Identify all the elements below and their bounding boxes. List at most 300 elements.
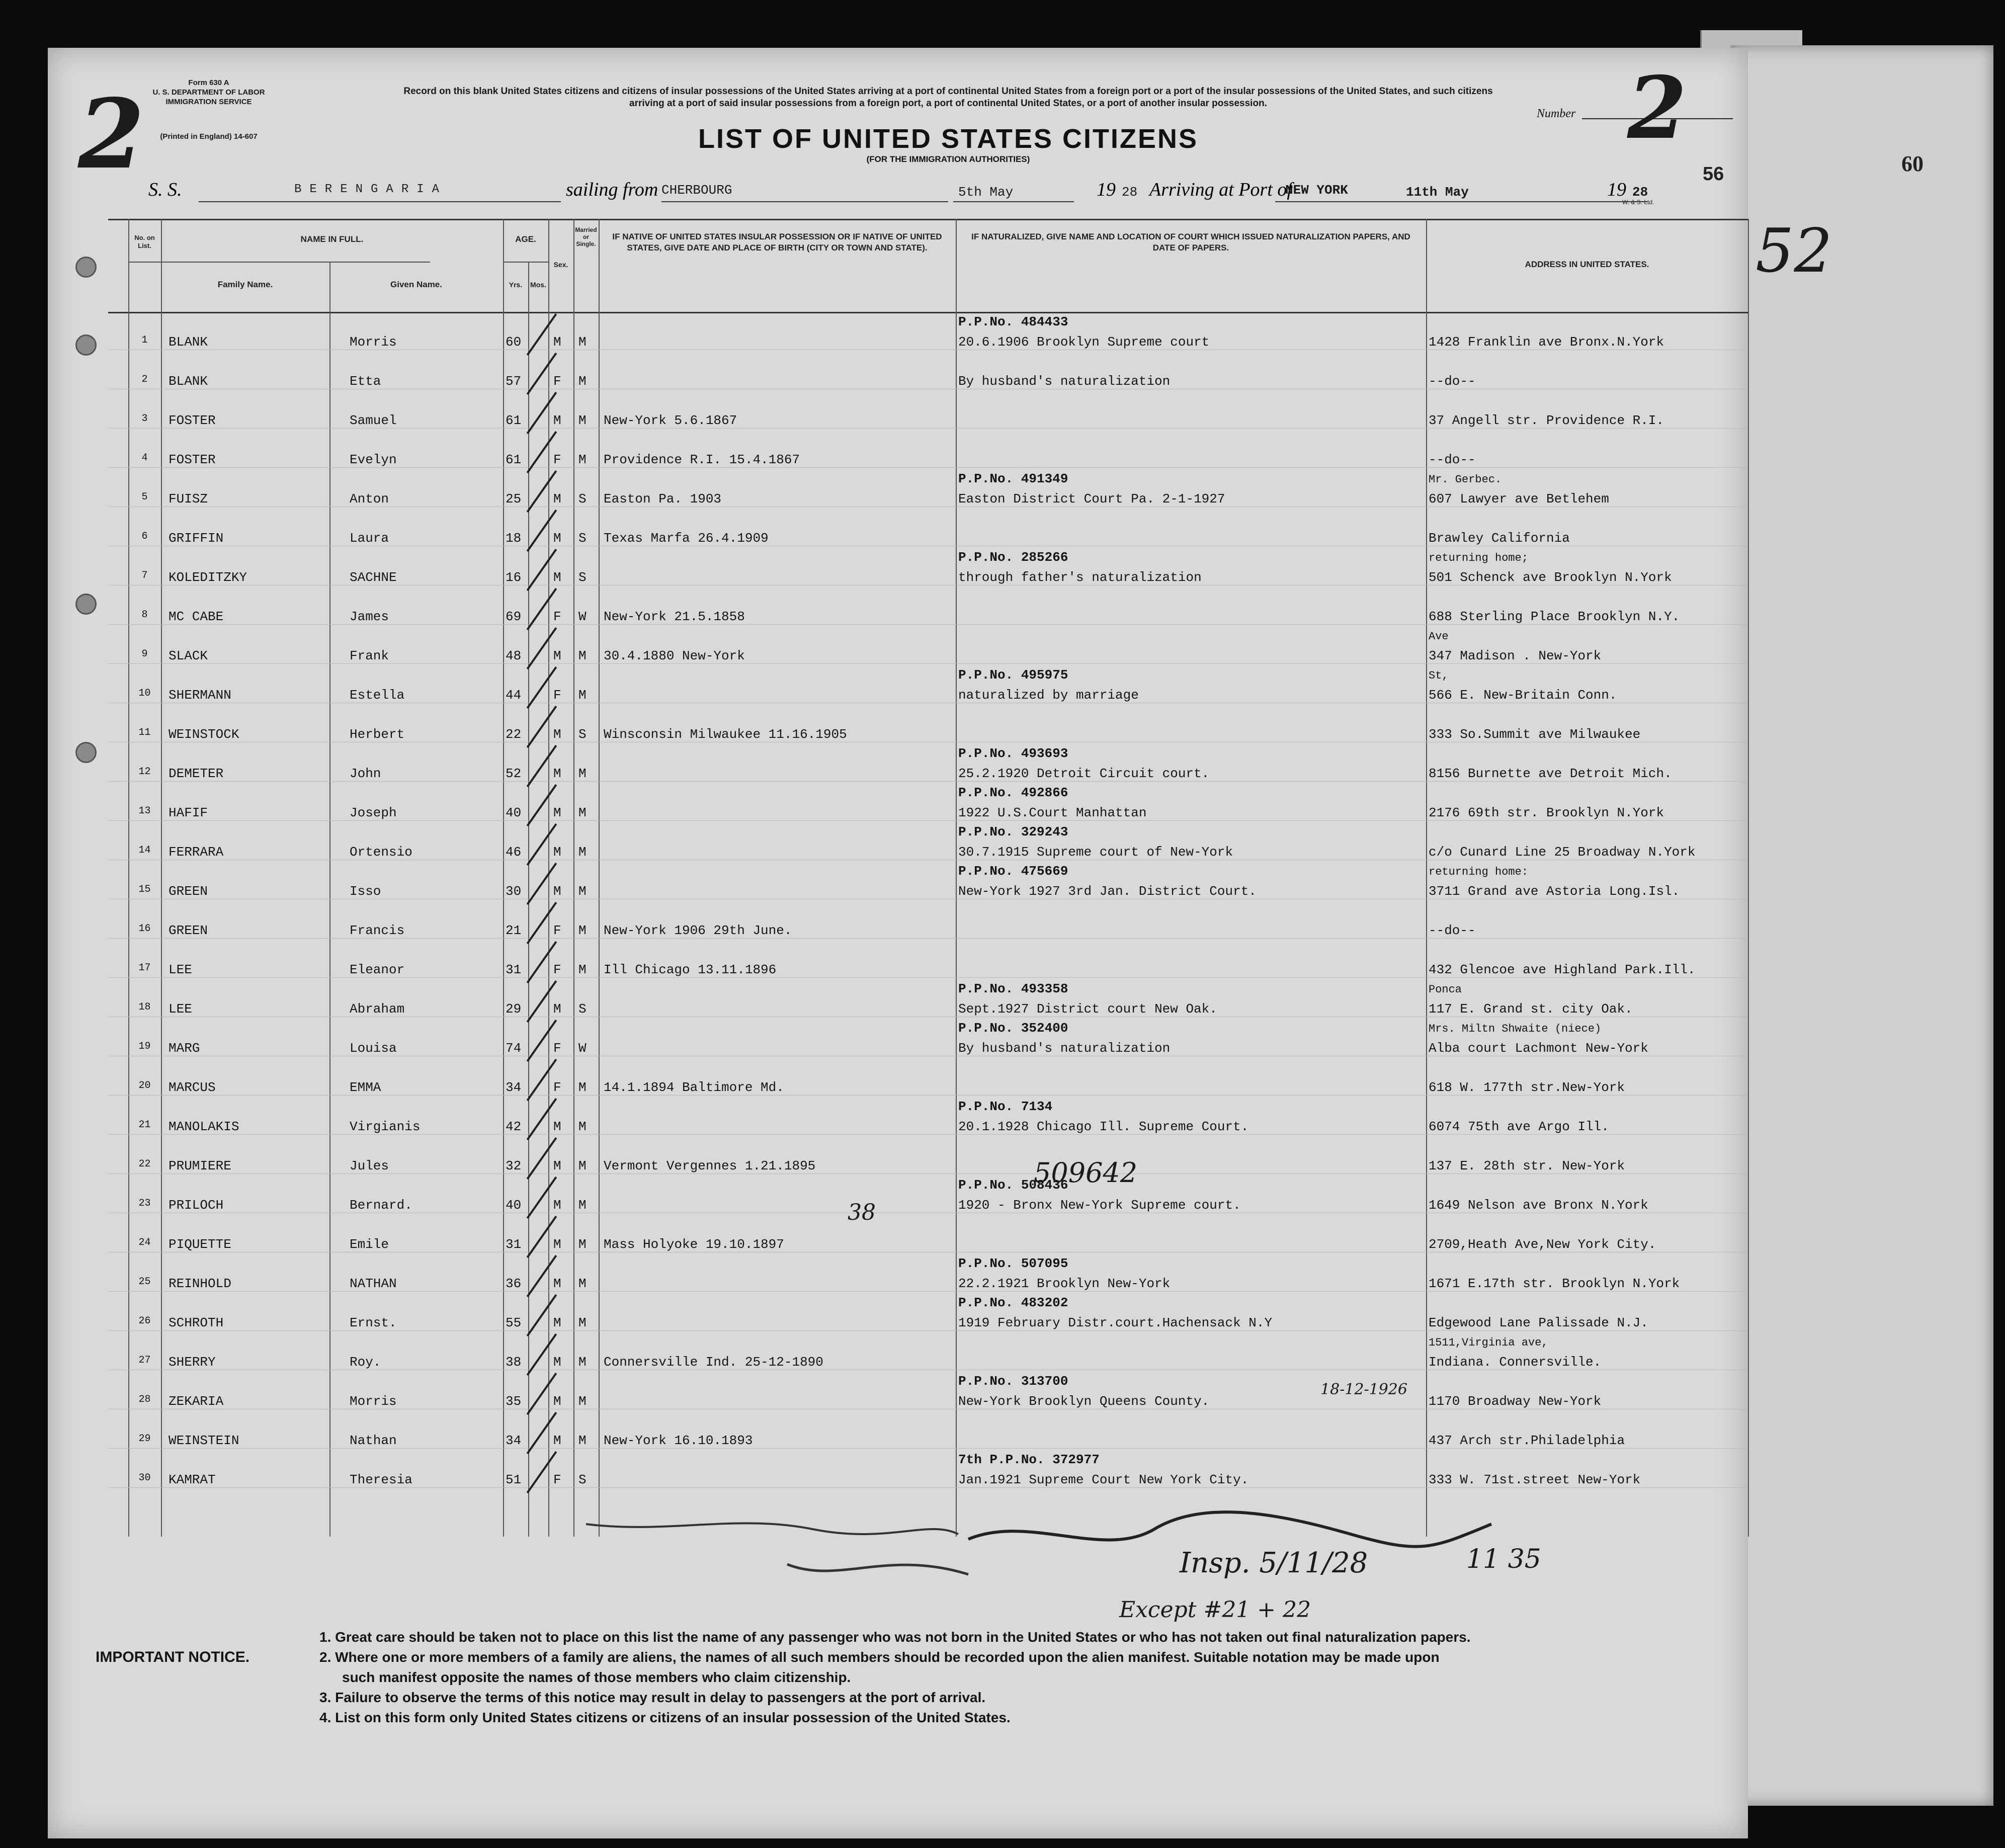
- back-sheet-right: [1730, 45, 1993, 1806]
- row-number: 10: [138, 688, 151, 699]
- row-marital-status: M: [578, 1433, 587, 1448]
- row-number: 1: [141, 334, 148, 346]
- row-naturalization-court: Sept.1927 District court New Oak.: [958, 1001, 1217, 1017]
- row-naturalization-court: Easton District Court Pa. 2-1-1927: [958, 491, 1225, 507]
- row-marital-status: M: [578, 962, 587, 977]
- row-marital-status: M: [578, 805, 587, 820]
- row-family-name: MC CABE: [169, 609, 224, 624]
- row-paper-number: P.P.No. 493358: [958, 981, 1068, 996]
- row-paper-number: P.P.No. 507095: [958, 1256, 1068, 1271]
- row-marital-status: M: [578, 452, 587, 467]
- row-sex: M: [553, 531, 561, 546]
- row-sex: M: [553, 1001, 561, 1017]
- row-age: 35: [506, 1394, 522, 1409]
- row-sex: M: [553, 491, 561, 507]
- notice-item-2-continued: such manifest opposite the names of those members who claim citizenship.: [342, 1669, 851, 1685]
- row-family-name: GREEN: [169, 884, 208, 899]
- row-family-name: WEINSTEIN: [169, 1433, 239, 1448]
- row-birth-info: 30.4.1880 New-York: [604, 648, 745, 663]
- row-naturalization-court: By husband's naturalization: [958, 1041, 1171, 1056]
- row-number: 14: [138, 845, 151, 856]
- row-paper-number: P.P.No. 492866: [958, 785, 1068, 800]
- punch-hole: [75, 334, 97, 356]
- row-given-name: Frank: [350, 648, 389, 663]
- row-given-name: NATHAN: [350, 1276, 397, 1291]
- row-given-name: Evelyn: [350, 452, 397, 467]
- row-age: 34: [506, 1433, 522, 1448]
- row-given-name: Virgianis: [350, 1119, 421, 1134]
- row-marital-status: S: [578, 531, 587, 546]
- punch-hole: [75, 594, 97, 615]
- row-family-name: PRUMIERE: [169, 1158, 231, 1173]
- row-age: 74: [506, 1041, 522, 1056]
- row-family-name: MARCUS: [169, 1080, 216, 1095]
- row-number: 30: [138, 1472, 151, 1484]
- row-naturalization-court: Jan.1921 Supreme Court New York City.: [958, 1472, 1249, 1487]
- row-number: 28: [138, 1394, 151, 1405]
- row-number: 6: [141, 531, 148, 542]
- sailing-label: sailing from: [566, 179, 658, 200]
- corner-handwritten-number: 2: [78, 78, 145, 190]
- notice-item-3: 3. Failure to observe the terms of this notice may result in delay to passengers at the port of arrival.: [319, 1690, 986, 1705]
- row-address: Indiana. Connersville.: [1429, 1355, 1602, 1370]
- arriving-label: Arriving at Port of: [1149, 179, 1292, 200]
- row-family-name: MANOLAKIS: [169, 1119, 239, 1134]
- row-given-name: James: [350, 609, 389, 624]
- row-given-name: Etta: [350, 374, 381, 389]
- row-family-name: LEE: [169, 1001, 192, 1017]
- annotation-number: 509642: [1034, 1157, 1138, 1189]
- row-given-name: Herbert: [350, 727, 405, 742]
- row-marital-status: M: [578, 1080, 587, 1095]
- row-family-name: BLANK: [169, 374, 208, 389]
- row-address: 1671 E.17th str. Brooklyn N.York: [1429, 1276, 1680, 1291]
- row-sex: M: [553, 1315, 561, 1330]
- handwritten-list-number: 2: [1627, 58, 1687, 158]
- row-family-name: GRIFFIN: [169, 531, 224, 546]
- row-birth-info: Connersville Ind. 25-12-1890: [604, 1355, 823, 1370]
- row-marital-status: M: [578, 648, 587, 663]
- col-family-name: Family Name.: [217, 280, 273, 289]
- row-family-name: DEMETER: [169, 766, 224, 781]
- date-from: 5th May: [958, 185, 1014, 200]
- row-number: 22: [138, 1158, 151, 1170]
- row-given-name: Bernard.: [350, 1198, 412, 1213]
- row-marital-status: M: [578, 766, 587, 781]
- row-address-note: St,: [1429, 669, 1449, 682]
- row-number: 5: [141, 491, 148, 503]
- row-naturalization-court: 20.6.1906 Brooklyn Supreme court: [958, 334, 1210, 350]
- row-family-name: GREEN: [169, 923, 208, 938]
- notice-item-2: 2. Where one or more members of a family are aliens, the names of all such members should be recorded upon the alien manifest. Suitable notation may be made upon: [319, 1649, 1440, 1665]
- row-family-name: PIQUETTE: [169, 1237, 231, 1252]
- row-sex: M: [553, 1119, 561, 1134]
- row-sex: M: [553, 1237, 561, 1252]
- row-sex: M: [553, 1394, 561, 1409]
- row-marital-status: S: [578, 570, 587, 585]
- row-age: 18: [506, 531, 522, 546]
- row-paper-number: P.P.No. 329243: [958, 824, 1068, 839]
- row-address: --do--: [1429, 374, 1476, 389]
- row-sex: F: [553, 1080, 561, 1095]
- row-family-name: KOLEDITZKY: [169, 570, 247, 585]
- row-birth-info: Texas Marfa 26.4.1909: [604, 531, 769, 546]
- col-married-single: Married or Single.: [575, 226, 597, 247]
- row-naturalization-court: 1920 - Bronx New-York Supreme court.: [958, 1198, 1241, 1213]
- row-age: 55: [506, 1315, 522, 1330]
- form-identifier: Form 630 A U. S. DEPARTMENT OF LABOR IMMIGRATION SERVICE (Printed in England) 14-607: [152, 78, 265, 141]
- record-instructions: Record on this blank United States citizens and citizens of insular possessions of the United States arriving at a port of continental United States from a foreign port or a port of the insular possessions of the United States, and such citizens arriving at a port of said insular possessions from a foreign port, a port of continental United States, or a port of another insular possession.: [403, 86, 1493, 109]
- row-marital-status: M: [578, 1394, 587, 1409]
- row-birth-info: New-York 16.10.1893: [604, 1433, 753, 1448]
- row-marital-status: S: [578, 491, 587, 507]
- row-marital-status: W: [578, 1041, 587, 1056]
- row-family-name: MARG: [169, 1041, 200, 1056]
- row-given-name: Isso: [350, 884, 381, 899]
- row-age: 46: [506, 845, 522, 860]
- row-age: 30: [506, 884, 522, 899]
- row-family-name: FERRARA: [169, 845, 224, 860]
- row-address: Alba court Lachmont New-York: [1429, 1041, 1648, 1056]
- col-naturalized: IF NATURALIZED, GIVE NAME AND LOCATION OF COURT WHICH ISSUED NATURALIZATION PAPERS, AND DATE OF PAPERS.: [971, 232, 1410, 253]
- annotation-38: 38: [848, 1200, 876, 1225]
- row-sex: F: [553, 1041, 561, 1056]
- row-sex: F: [553, 374, 561, 389]
- row-family-name: SLACK: [169, 648, 208, 663]
- year-prefix-1: 19: [1097, 179, 1116, 200]
- row-age: 32: [506, 1158, 522, 1173]
- row-age: 22: [506, 727, 522, 742]
- row-birth-info: Vermont Vergennes 1.21.1895: [604, 1158, 816, 1173]
- row-naturalization-court: 1922 U.S.Court Manhattan: [958, 805, 1147, 820]
- row-family-name: LEE: [169, 962, 192, 977]
- ship-name: BERENGARIA: [294, 183, 448, 196]
- row-address: 688 Sterling Place Brooklyn N.Y.: [1429, 609, 1680, 624]
- punch-hole: [75, 257, 97, 278]
- row-age: 42: [506, 1119, 522, 1134]
- row-given-name: Nathan: [350, 1433, 397, 1448]
- row-age: 61: [506, 413, 522, 428]
- row-given-name: Estella: [350, 688, 405, 703]
- row-marital-status: M: [578, 923, 587, 938]
- row-given-name: Louisa: [350, 1041, 397, 1056]
- row-marital-status: M: [578, 1158, 587, 1173]
- row-sex: M: [553, 413, 561, 428]
- row-marital-status: M: [578, 1237, 587, 1252]
- row-sex: F: [553, 609, 561, 624]
- row-address: 347 Madison . New-York: [1429, 648, 1602, 663]
- row-marital-status: M: [578, 1315, 587, 1330]
- notice-item-4: 4. List on this form only United States citizens or citizens of an insular possession of the United States.: [319, 1710, 1011, 1725]
- row-paper-number: P.P.No. 493693: [958, 746, 1068, 761]
- row-paper-number: P.P.No. 491349: [958, 471, 1068, 486]
- row-age: 31: [506, 1237, 522, 1252]
- row-address-note: Ponca: [1429, 983, 1462, 996]
- row-family-name: SHERRY: [169, 1355, 216, 1370]
- side-page-number: 60: [1901, 151, 1924, 176]
- side-handwritten-mark: 52: [1756, 216, 1832, 286]
- ship-info-row: [48, 174, 1748, 209]
- row-given-name: Jules: [350, 1158, 389, 1173]
- passenger-table: [108, 219, 1748, 1537]
- row-address-note: 1511,Virginia ave,: [1429, 1336, 1548, 1349]
- except-note: Except #21 + 22: [1119, 1597, 1311, 1623]
- row-number: 11: [138, 727, 151, 738]
- col-yrs: Yrs.: [509, 281, 523, 289]
- row-age: 48: [506, 648, 522, 663]
- row-number: 29: [138, 1433, 151, 1445]
- row-age: 31: [506, 962, 522, 977]
- row-number: 2: [141, 374, 148, 385]
- row-address: 1428 Franklin ave Bronx.N.York: [1429, 334, 1664, 350]
- row-age: 21: [506, 923, 522, 938]
- row-birth-info: Ill Chicago 13.11.1896: [604, 962, 777, 977]
- row-address: Brawley California: [1429, 531, 1570, 546]
- row-address: 2176 69th str. Brooklyn N.York: [1429, 805, 1664, 820]
- row-family-name: FOSTER: [169, 413, 216, 428]
- row-marital-status: M: [578, 884, 587, 899]
- row-address: 618 W. 177th str.New-York: [1429, 1080, 1625, 1095]
- inspector-signature: [576, 1504, 1507, 1605]
- col-sex: Sex.: [553, 261, 568, 269]
- row-address: 333 W. 71st.street New-York: [1429, 1472, 1641, 1487]
- row-sex: M: [553, 1355, 561, 1370]
- time-note: 11 35: [1466, 1544, 1541, 1574]
- row-naturalization-court: 25.2.1920 Detroit Circuit court.: [958, 766, 1210, 781]
- col-name-in-full: NAME IN FULL.: [300, 234, 364, 244]
- row-number: 21: [138, 1119, 151, 1131]
- row-given-name: Joseph: [350, 805, 397, 820]
- row-number: 16: [138, 923, 151, 935]
- row-age: 44: [506, 688, 522, 703]
- row-naturalization-court: By husband's naturalization: [958, 374, 1171, 389]
- row-number: 15: [138, 884, 151, 895]
- row-given-name: EMMA: [350, 1080, 381, 1095]
- row-address: --do--: [1429, 452, 1476, 467]
- row-number: 18: [138, 1001, 151, 1013]
- notice-heading: IMPORTANT NOTICE.: [96, 1649, 250, 1665]
- row-sex: F: [553, 1472, 561, 1487]
- row-number: 26: [138, 1315, 151, 1327]
- row-given-name: Ernst.: [350, 1315, 397, 1330]
- row-family-name: ZEKARIA: [169, 1394, 224, 1409]
- row-sex: M: [553, 884, 561, 899]
- row-birth-info: Winsconsin Milwaukee 11.16.1905: [604, 727, 847, 742]
- port-from: CHERBOURG: [661, 183, 732, 198]
- row-sex: M: [553, 766, 561, 781]
- row-number: 23: [138, 1198, 151, 1209]
- row-birth-info: 14.1.1894 Baltimore Md.: [604, 1080, 784, 1095]
- row-paper-number: P.P.No. 352400: [958, 1021, 1068, 1036]
- row-sex: F: [553, 688, 561, 703]
- row-paper-number: 7th P.P.No. 372977: [958, 1452, 1100, 1467]
- row-paper-number: P.P.No. 285266: [958, 550, 1068, 565]
- row-age: 25: [506, 491, 522, 507]
- col-birth: IF NATIVE OF UNITED STATES INSULAR POSSESSION OR IF NATIVE OF UNITED STATES, GIVE DATE AND PLACE OF BIRTH (CITY OR TOWN AND STATE).: [612, 232, 942, 253]
- row-sex: M: [553, 1276, 561, 1291]
- row-given-name: Emile: [350, 1237, 389, 1252]
- row-given-name: Anton: [350, 491, 389, 507]
- row-age: 40: [506, 1198, 522, 1213]
- row-age: 61: [506, 452, 522, 467]
- row-sex: M: [553, 570, 561, 585]
- row-given-name: SACHNE: [350, 570, 397, 585]
- row-age: 60: [506, 334, 522, 350]
- row-address: c/o Cunard Line 25 Broadway N.York: [1429, 845, 1696, 860]
- row-paper-number: P.P.No. 7134: [958, 1099, 1053, 1114]
- row-address-note: Mr. Gerbec.: [1429, 473, 1502, 486]
- row-given-name: Theresia: [350, 1472, 412, 1487]
- row-address: 1649 Nelson ave Bronx N.York: [1429, 1198, 1648, 1213]
- row-age: 57: [506, 374, 522, 389]
- row-paper-number: P.P.No. 475669: [958, 864, 1068, 879]
- row-birth-info: New-York 1906 29th June.: [604, 923, 792, 938]
- row-sex: M: [553, 805, 561, 820]
- col-no: No. on List.: [134, 234, 155, 249]
- row-marital-status: M: [578, 1276, 587, 1291]
- row-paper-number: P.P.No. 484433: [958, 314, 1068, 329]
- row-given-name: Morris: [350, 334, 397, 350]
- col-address: ADDRESS IN UNITED STATES.: [1525, 260, 1649, 269]
- inspector-note: Insp. 5/11/28: [1180, 1547, 1368, 1579]
- row-marital-status: W: [578, 609, 587, 624]
- row-number: 13: [138, 805, 151, 817]
- row-family-name: REINHOLD: [169, 1276, 231, 1291]
- row-age: 51: [506, 1472, 522, 1487]
- row-address: 3711 Grand ave Astoria Long.Isl.: [1429, 884, 1680, 899]
- row-age: 69: [506, 609, 522, 624]
- row-paper-number: P.P.No. 483202: [958, 1295, 1068, 1310]
- row-family-name: KAMRAT: [169, 1472, 216, 1487]
- row-number: 7: [141, 570, 148, 581]
- year-2: 28: [1632, 185, 1648, 200]
- row-address: 607 Lawyer ave Betlehem: [1429, 491, 1609, 507]
- row-marital-status: M: [578, 1119, 587, 1134]
- row-family-name: PRILOCH: [169, 1198, 224, 1213]
- row-age: 52: [506, 766, 522, 781]
- port-to: NEW YORK: [1285, 183, 1348, 198]
- row-address-note: Mrs. Miltn Shwaite (niece): [1429, 1023, 1602, 1035]
- row-address: 2709,Heath Ave,New York City.: [1429, 1237, 1656, 1252]
- row-address: 1170 Broadway New-York: [1429, 1394, 1602, 1409]
- row-number: 25: [138, 1276, 151, 1288]
- row-address: 333 So.Summit ave Milwaukee: [1429, 727, 1641, 742]
- row-marital-status: M: [578, 688, 587, 703]
- row-naturalization-court: 22.2.1921 Brooklyn New-York: [958, 1276, 1171, 1291]
- col-mos: Mos.: [530, 281, 546, 289]
- row-birth-info: New-York 21.5.1858: [604, 609, 745, 624]
- date-to: 11th May: [1406, 185, 1469, 200]
- row-address: 437 Arch str.Philadelphia: [1429, 1433, 1625, 1448]
- row-sex: M: [553, 648, 561, 663]
- number-label: Number: [1537, 107, 1576, 120]
- row-given-name: Laura: [350, 531, 389, 546]
- row-address: 37 Angell str. Providence R.I.: [1429, 413, 1664, 428]
- row-sex: F: [553, 452, 561, 467]
- row-number: 19: [138, 1041, 151, 1052]
- row-marital-status: M: [578, 413, 587, 428]
- row-family-name: FOSTER: [169, 452, 216, 467]
- row-given-name: Abraham: [350, 1001, 405, 1017]
- row-age: 34: [506, 1080, 522, 1095]
- row-given-name: Eleanor: [350, 962, 405, 977]
- row-sex: M: [553, 727, 561, 742]
- row-address: 137 E. 28th str. New-York: [1429, 1158, 1625, 1173]
- row-address: 432 Glencoe ave Highland Park.Ill.: [1429, 962, 1696, 977]
- row-address-note: returning home:: [1429, 866, 1529, 878]
- row-birth-info: Providence R.I. 15.4.1867: [604, 452, 800, 467]
- row-marital-status: M: [578, 334, 587, 350]
- row-address-note: returning home;: [1429, 552, 1529, 564]
- row-family-name: SHERMANN: [169, 688, 231, 703]
- row-marital-status: M: [578, 1355, 587, 1370]
- col-given-name: Given Name.: [390, 280, 442, 289]
- row-given-name: Roy.: [350, 1355, 381, 1370]
- row-number: 9: [141, 648, 148, 660]
- row-naturalization-court: 1919 February Distr.court.Hachensack N.Y: [958, 1315, 1273, 1330]
- row-number: 4: [141, 452, 148, 464]
- row-number: 8: [141, 609, 148, 621]
- year-1: 28: [1122, 185, 1138, 200]
- row-family-name: SCHROTH: [169, 1315, 224, 1330]
- row-naturalization-court: through father's naturalization: [958, 570, 1202, 585]
- row-address: --do--: [1429, 923, 1476, 938]
- row-given-name: Samuel: [350, 413, 397, 428]
- row-paper-number: P.P.No. 313700: [958, 1374, 1068, 1389]
- row-paper-number: P.P.No. 508436: [958, 1178, 1068, 1193]
- punch-hole: [75, 742, 97, 763]
- row-address: 117 E. Grand st. city Oak.: [1429, 1001, 1633, 1017]
- row-given-name: Ortensio: [350, 845, 412, 860]
- row-birth-info: Mass Holyoke 19.10.1897: [604, 1237, 784, 1252]
- printer-mark: W. & S. Ltd.: [1622, 199, 1654, 206]
- row-marital-status: M: [578, 1198, 587, 1213]
- year-prefix-2: 19: [1607, 179, 1626, 200]
- row-number: 3: [141, 413, 148, 425]
- row-number: 20: [138, 1080, 151, 1091]
- row-marital-status: S: [578, 727, 587, 742]
- row-address: 6074 75th ave Argo Ill.: [1429, 1119, 1609, 1134]
- page-title: LIST OF UNITED STATES CITIZENS: [698, 124, 1198, 154]
- ss-label: S. S.: [148, 179, 182, 200]
- row-sex: F: [553, 923, 561, 938]
- row-marital-status: M: [578, 845, 587, 860]
- row-number: 17: [138, 962, 151, 974]
- row-family-name: HAFIF: [169, 805, 208, 820]
- row-naturalization-court: 20.1.1928 Chicago Ill. Supreme Court.: [958, 1119, 1249, 1134]
- row-paper-number: P.P.No. 495975: [958, 667, 1068, 683]
- row-sex: M: [553, 1433, 561, 1448]
- row-naturalization-court: New-York Brooklyn Queens County.: [958, 1394, 1210, 1409]
- row-address: 501 Schenck ave Brooklyn N.York: [1429, 570, 1672, 585]
- row-birth-info: New-York 5.6.1867: [604, 413, 737, 428]
- row-address: 566 E. New-Britain Conn.: [1429, 688, 1617, 703]
- page-number: 56: [1703, 163, 1724, 185]
- row-sex: M: [553, 334, 561, 350]
- row-marital-status: S: [578, 1001, 587, 1017]
- row-given-name: Morris: [350, 1394, 397, 1409]
- row-age: 16: [506, 570, 522, 585]
- row-address: 8156 Burnette ave Detroit Mich.: [1429, 766, 1672, 781]
- row-marital-status: M: [578, 374, 587, 389]
- row-sex: M: [553, 1158, 561, 1173]
- row-number: 27: [138, 1355, 151, 1366]
- row-naturalization-court: naturalized by marriage: [958, 688, 1139, 703]
- page-subtitle: (FOR THE IMMIGRATION AUTHORITIES): [866, 154, 1030, 164]
- row-address: Edgewood Lane Palissade N.J.: [1429, 1315, 1648, 1330]
- row-family-name: WEINSTOCK: [169, 727, 239, 742]
- row-family-name: FUISZ: [169, 491, 208, 507]
